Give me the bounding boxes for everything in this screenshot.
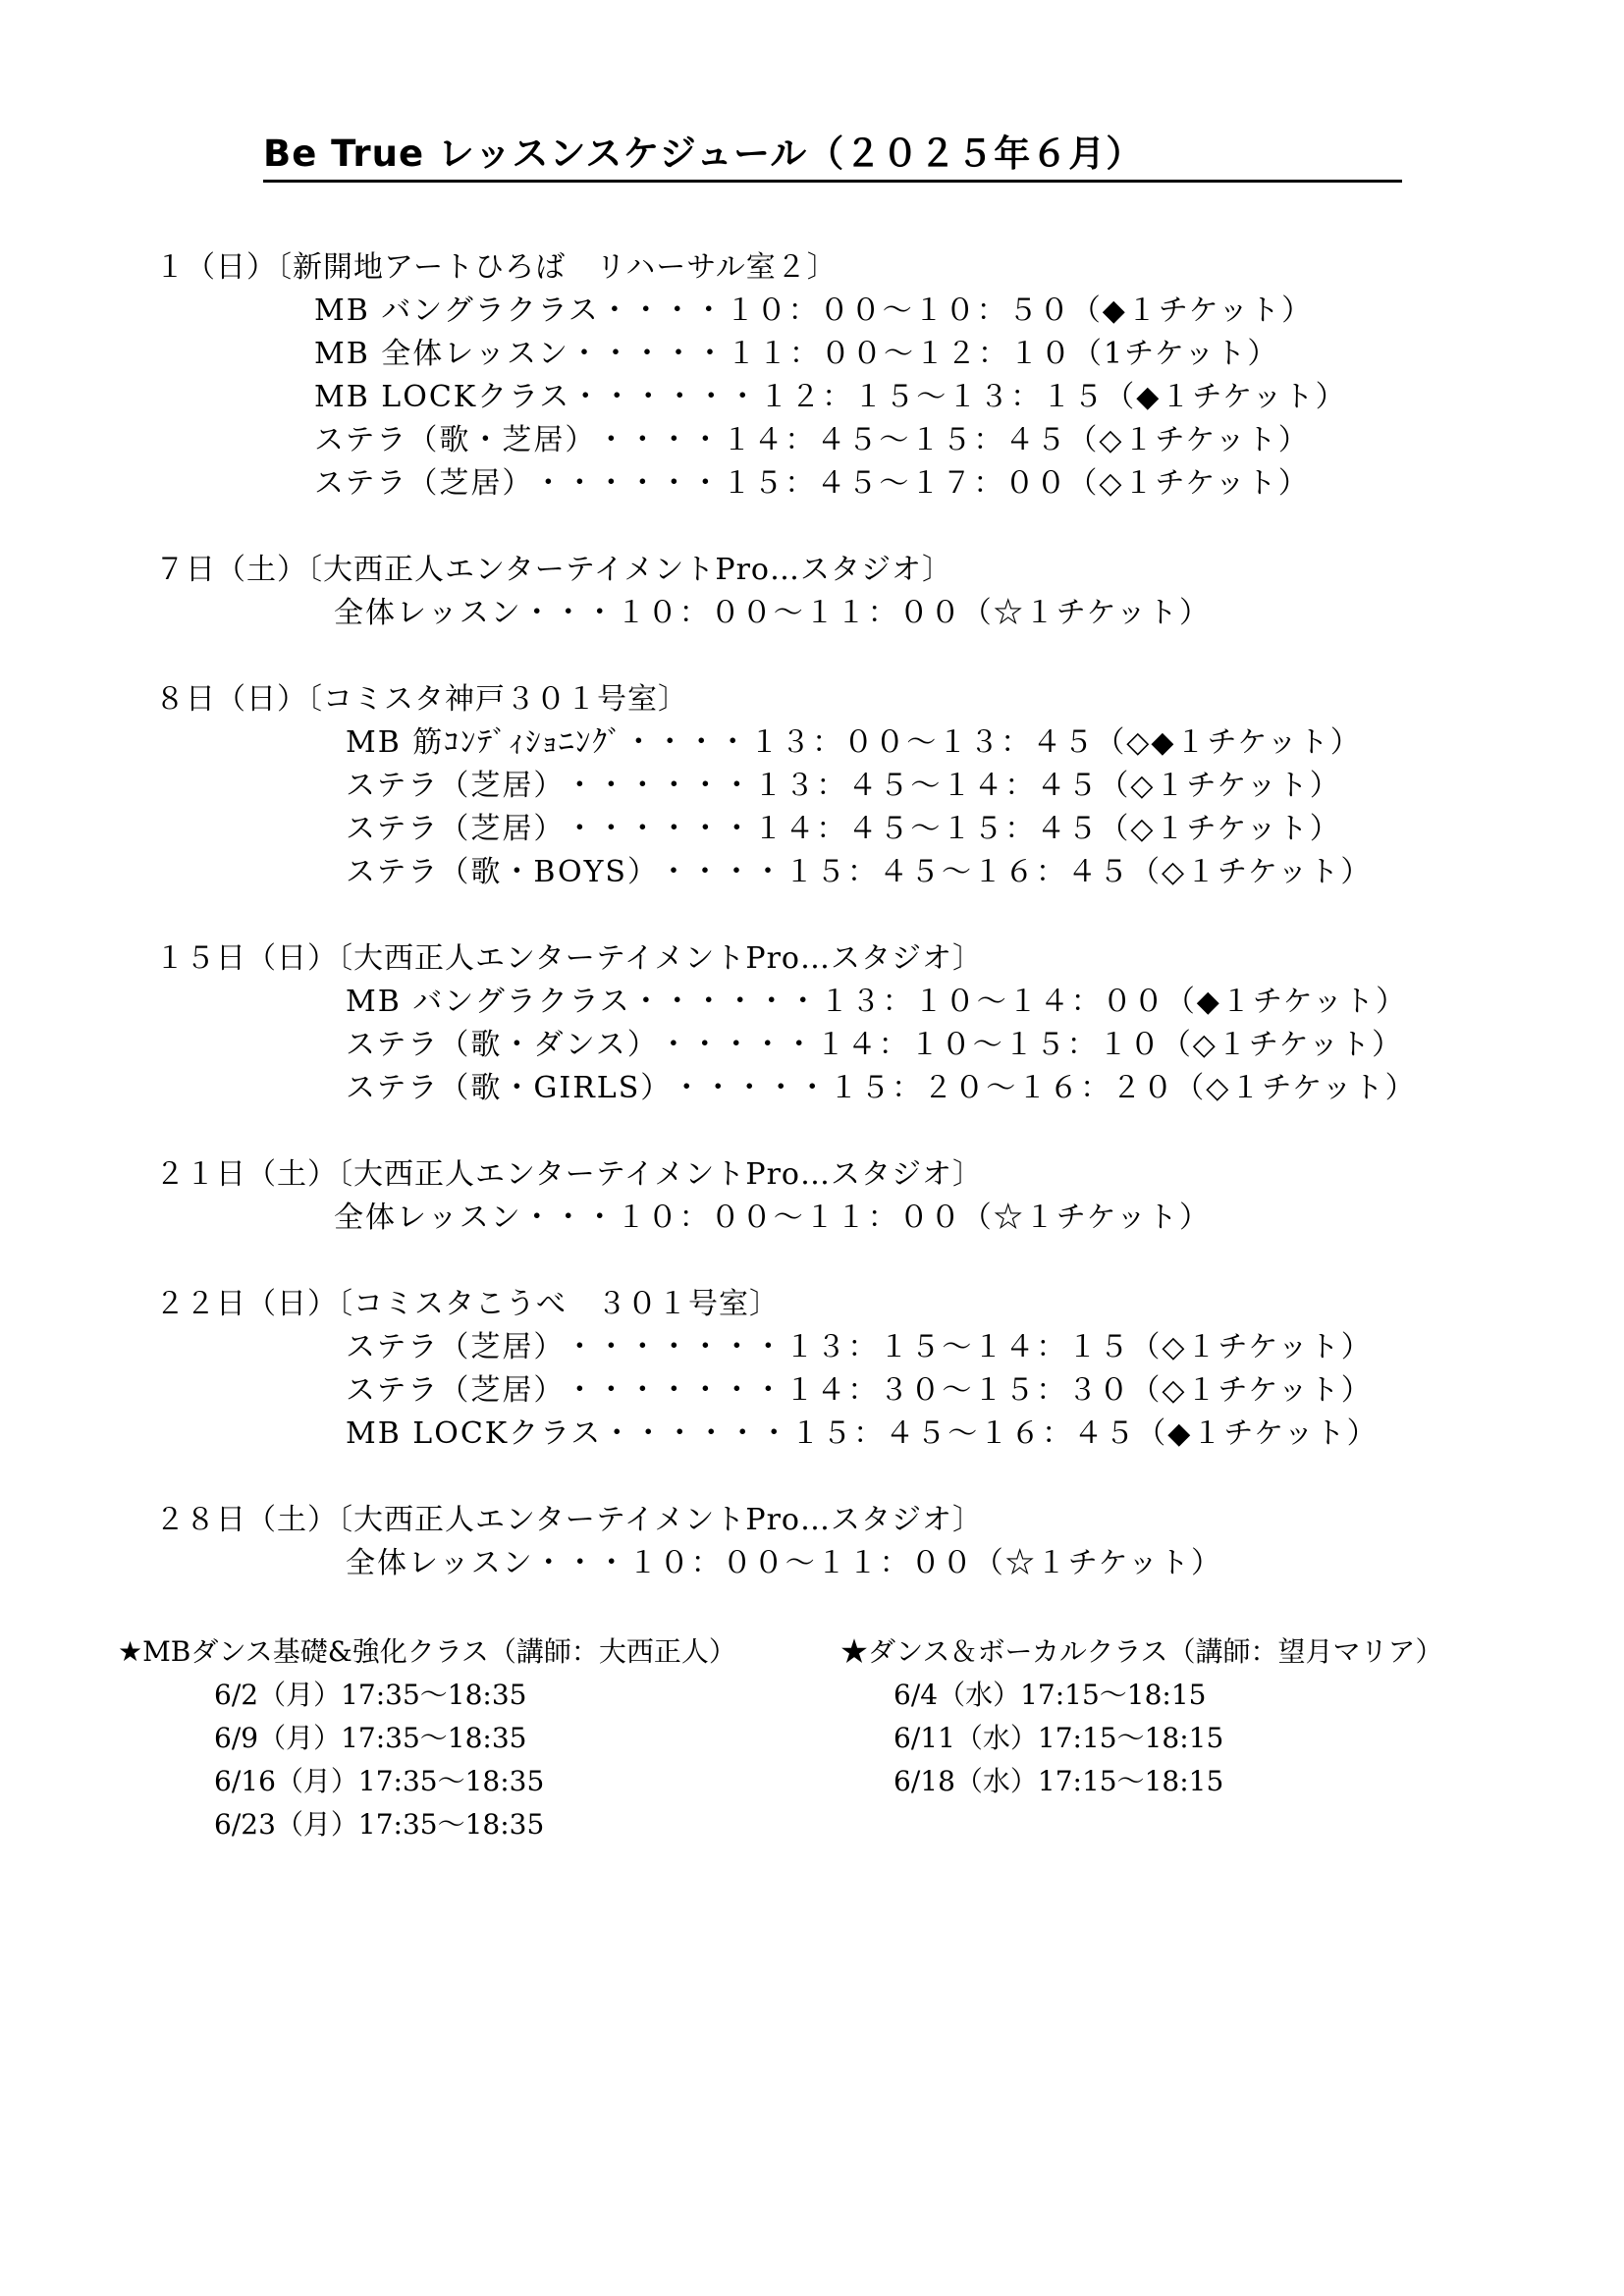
schedule-entry bbox=[314, 335, 1278, 374]
entry-ticket: （◇１チケット） bbox=[1130, 1373, 1373, 1408]
entry-dots: ・・・・ bbox=[658, 855, 785, 889]
entry-label: ステラ（芝居） bbox=[314, 466, 534, 501]
entry-label: 全体レッスン bbox=[334, 596, 522, 630]
schedule-entry bbox=[334, 1199, 1211, 1238]
entry-dots: ・・・・・・ bbox=[565, 812, 754, 846]
schedule-entry bbox=[334, 594, 1211, 633]
entry-time: １４：３０～１５：３０ bbox=[785, 1373, 1131, 1408]
page-title: Be True レッスンスケジュール（２０２５年６月） bbox=[263, 132, 1402, 183]
entry-dots: ・・・ bbox=[521, 596, 617, 630]
entry-time: １３：４５～１４：４５ bbox=[753, 769, 1100, 803]
entry-label: ステラ（芝居） bbox=[346, 769, 566, 803]
entry-ticket: （◇１チケット） bbox=[1099, 769, 1341, 803]
entry-label: ステラ（歌・BOYS） bbox=[346, 855, 659, 889]
schedule-entry bbox=[314, 421, 1310, 460]
entry-time: １４：１０～１５：１０ bbox=[815, 1028, 1162, 1062]
schedule-entry bbox=[346, 1544, 1222, 1583]
entry-dots: ・・・・・・ bbox=[565, 769, 754, 803]
schedule-entry bbox=[346, 853, 1372, 892]
entry-ticket: （☆１チケット） bbox=[961, 1201, 1212, 1235]
class-date: 6/2（月）17:35～18:35 bbox=[214, 1679, 527, 1711]
entry-dots: ・・・ bbox=[521, 1201, 617, 1235]
class-date: 6/18（水）17:15～18:15 bbox=[893, 1765, 1224, 1797]
entry-time: １０：００～１０：５０ bbox=[725, 294, 1071, 328]
entry-label: 全体レッスン bbox=[334, 1201, 522, 1235]
entry-label: ステラ（歌・芝居） bbox=[314, 423, 597, 457]
entry-time: １０：００～１１：００ bbox=[627, 1546, 974, 1580]
entry-label: ステラ（歌・GIRLS） bbox=[346, 1071, 673, 1105]
entry-dots: ・・・・・・ bbox=[570, 380, 760, 414]
class-date: 6/4（水）17:15～18:15 bbox=[893, 1679, 1207, 1711]
schedule-entry bbox=[314, 378, 1347, 417]
entry-dots: ・・・・ bbox=[599, 294, 726, 328]
entry-label: ステラ（芝居） bbox=[346, 812, 566, 846]
entry-ticket: （☆１チケット） bbox=[973, 1546, 1223, 1580]
class-date: 6/23（月）17:35～18:35 bbox=[214, 1808, 545, 1841]
section-header: １５日（日）〔大西正人エンターテイメントPro…スタジオ〕 bbox=[155, 941, 983, 976]
entry-ticket: （◆１チケット） bbox=[1136, 1416, 1379, 1451]
entry-dots: ・・・・・ bbox=[569, 337, 727, 371]
section-header: ２１日（土）〔大西正人エンターテイメントPro…スタジオ〕 bbox=[155, 1157, 983, 1192]
entry-dots: ・・・・・・ bbox=[602, 1416, 791, 1451]
section-header: ７日（土）〔大西正人エンターテイメントPro…スタジオ〕 bbox=[155, 553, 952, 587]
schedule-entry bbox=[346, 1371, 1373, 1411]
entry-dots: ・・・・ bbox=[623, 725, 750, 760]
entry-ticket: （◇１チケット） bbox=[1129, 855, 1373, 889]
entry-ticket: （◇１チケット） bbox=[1174, 1071, 1417, 1105]
schedule-entry bbox=[346, 983, 1407, 1022]
entry-ticket: （◇１チケット） bbox=[1130, 1330, 1373, 1364]
entry-dots: ・・・・・ bbox=[672, 1071, 830, 1105]
entry-time: １０：００～１１：００ bbox=[616, 596, 962, 630]
entry-label: MB バングラクラス bbox=[314, 294, 600, 328]
section-header: ２２日（日）〔コミスタこうべ ３０１号室〕 bbox=[155, 1287, 780, 1321]
schedule-entry bbox=[346, 1026, 1403, 1065]
entry-time: １０：００～１１：００ bbox=[616, 1201, 962, 1235]
schedule-entry bbox=[346, 1328, 1373, 1367]
schedule-entry bbox=[314, 292, 1313, 331]
entry-label: ステラ（歌・ダンス） bbox=[346, 1028, 659, 1062]
entry-label: 全体レッスン bbox=[346, 1546, 534, 1580]
class-date: 6/11（水）17:15～18:15 bbox=[893, 1722, 1224, 1754]
entry-time: １１：００～１２：１０ bbox=[727, 337, 1072, 371]
entry-dots: ・・・・・・・ bbox=[565, 1330, 785, 1364]
schedule-entry bbox=[346, 1415, 1379, 1454]
class-date: 6/9（月）17:35～18:35 bbox=[214, 1722, 527, 1754]
entry-dots: ・・・・・・・ bbox=[565, 1373, 785, 1408]
entry-ticket: （◇１チケット） bbox=[1067, 466, 1310, 501]
entry-ticket: （◇◆１チケット） bbox=[1095, 725, 1362, 760]
entry-ticket: （◇１チケット） bbox=[1067, 423, 1310, 457]
schedule-entry bbox=[346, 810, 1341, 849]
schedule-entry bbox=[346, 767, 1341, 806]
class-date: 6/16（月）17:35～18:35 bbox=[214, 1765, 545, 1797]
entry-label: MB LOCKクラス bbox=[346, 1416, 603, 1451]
entry-dots: ・・・・・ bbox=[658, 1028, 816, 1062]
entry-time: １５：４５～１７：００ bbox=[722, 466, 1068, 501]
entry-time: １４：４５～１５：４５ bbox=[753, 812, 1100, 846]
entry-label: MB バングラクラス bbox=[346, 985, 631, 1019]
entry-time: １５：２０～１６：２０ bbox=[829, 1071, 1175, 1105]
entry-ticket: （◇１チケット） bbox=[1161, 1028, 1404, 1062]
entry-time: １３：００～１３：４５ bbox=[749, 725, 1096, 760]
entry-ticket: （◇１チケット） bbox=[1099, 812, 1341, 846]
entry-label: ステラ（芝居） bbox=[346, 1373, 566, 1408]
dance-basic-class-title: ★MBダンス基礎&強化クラス（講師：大西正人） bbox=[118, 1635, 736, 1668]
entry-label: MB LOCKクラス bbox=[314, 380, 571, 414]
entry-ticket: （◆１チケット） bbox=[1070, 294, 1314, 328]
entry-ticket: （1チケット） bbox=[1072, 337, 1279, 371]
schedule-entry bbox=[346, 1069, 1417, 1108]
entry-time: １５：４５～１６：４５ bbox=[790, 1416, 1137, 1451]
entry-dots: ・・・・・・ bbox=[630, 985, 820, 1019]
section-header: ２８日（土）〔大西正人エンターテイメントPro…スタジオ〕 bbox=[155, 1503, 983, 1537]
entry-ticket: （◆１チケット） bbox=[1164, 985, 1408, 1019]
entry-dots: ・・・・・・ bbox=[533, 466, 723, 501]
entry-label: MB 筋ｺﾝﾃﾞｨｼｮﾆﾝｸﾞ bbox=[346, 725, 624, 760]
entry-label: MB 全体レッスン bbox=[314, 337, 569, 371]
entry-time: １３：１５～１４：１５ bbox=[785, 1330, 1131, 1364]
entry-time: １４：４５～１５：４５ bbox=[722, 423, 1068, 457]
entry-ticket: （☆１チケット） bbox=[961, 596, 1212, 630]
entry-dots: ・・・ bbox=[533, 1546, 628, 1580]
section-header: ８日（日）〔コミスタ神戸３０１号室〕 bbox=[155, 682, 688, 717]
dance-vocal-class-title: ★ダンス＆ボーカルクラス（講師：望月マリア） bbox=[840, 1635, 1443, 1668]
entry-label: ステラ（芝居） bbox=[346, 1330, 566, 1364]
entry-ticket: （◆１チケット） bbox=[1105, 380, 1347, 414]
entry-time: １２：１５～１３：１５ bbox=[759, 380, 1106, 414]
entry-time: １３：１０～１４：００ bbox=[819, 985, 1165, 1019]
schedule-entry bbox=[346, 723, 1362, 763]
entry-time: １５：４５～１６：４５ bbox=[784, 855, 1130, 889]
schedule-entry bbox=[314, 464, 1310, 504]
section-header: １（日）〔新開地アートひろば リハーサル室２〕 bbox=[155, 250, 838, 285]
entry-dots: ・・・・ bbox=[596, 423, 723, 457]
